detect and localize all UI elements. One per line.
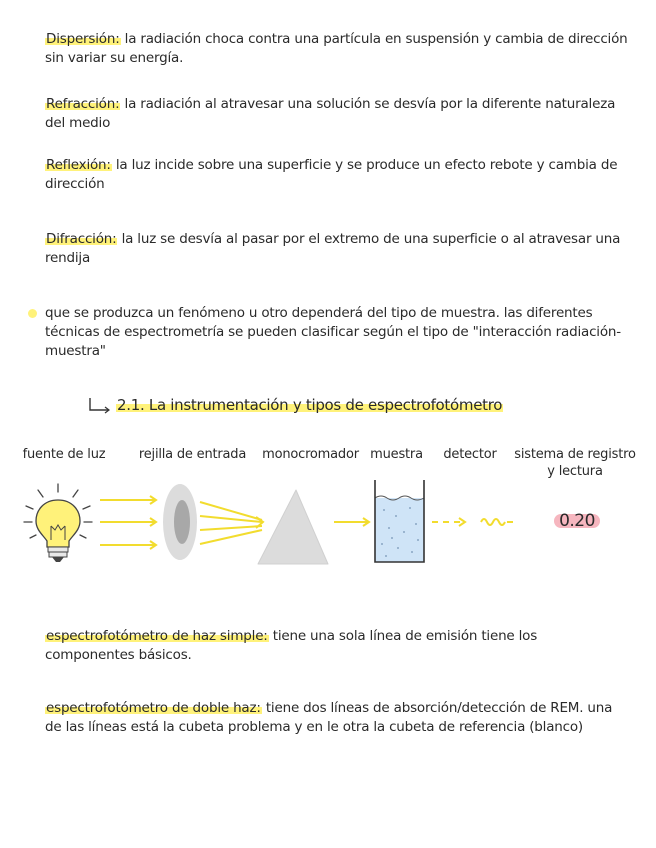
readout-value bbox=[551, 508, 603, 534]
light-bulb-icon bbox=[24, 484, 92, 562]
definition-text: la luz incide sobre una superficie y se produce un efecto rebote y cambia de dirección bbox=[45, 157, 618, 192]
label-monochromator: monocromador bbox=[262, 447, 359, 462]
cuvette-icon bbox=[375, 480, 424, 562]
converging-rays-icon bbox=[200, 502, 263, 544]
bullet-dot bbox=[28, 309, 37, 318]
type-text: tiene una sola línea de emisión tiene los componentes básicos. bbox=[45, 628, 538, 663]
ray-to-detector-icon bbox=[432, 518, 465, 526]
ray-to-sample-icon bbox=[334, 518, 369, 526]
term-double-beam: espectrofotómetro de doble haz: bbox=[46, 700, 261, 716]
definition-text: la radiación choca contra una partícula en suspensión y cambia de dirección sin variar su energía. bbox=[45, 31, 628, 66]
label-sample: muestra bbox=[370, 447, 423, 462]
definition-text: la radiación al atravesar una solución se desvía por la diferente naturaleza del medio bbox=[45, 96, 616, 131]
term-dispersion: Dispersión: bbox=[46, 31, 120, 47]
definition-diffraction bbox=[45, 230, 630, 268]
label-recording-system-line2: y lectura bbox=[547, 464, 603, 479]
term-refraction: Refracción: bbox=[46, 96, 120, 112]
section-heading-text: 2.1. La instrumentación y tipos de espectrofotómetro bbox=[117, 396, 503, 414]
detector-signal-icon bbox=[481, 519, 505, 525]
bullet-paragraph: que se produzca un fenómeno u otro dependerá del tipo de muestra. las diferentes técnicas de espectrometría se pueden clasificar según el tipo de "interacción radiación-muestra" bbox=[45, 305, 621, 359]
section-heading bbox=[86, 396, 503, 414]
term-reflection: Reflexión: bbox=[46, 157, 111, 173]
label-recording-system-line1: sistema de registro bbox=[514, 447, 636, 462]
light-rays-icon bbox=[100, 496, 156, 549]
definition-text: la luz se desvía al pasar por el extremo de una superficie o al atravesar una rendija bbox=[45, 231, 621, 266]
corner-arrow-icon bbox=[86, 396, 114, 418]
monochromator-prism-icon bbox=[258, 490, 328, 564]
definition-refraction bbox=[45, 95, 630, 133]
type-single-beam bbox=[45, 627, 630, 665]
definition-dispersion bbox=[45, 30, 630, 68]
label-light-source: fuente de luz bbox=[22, 447, 106, 462]
type-double-beam bbox=[45, 699, 630, 737]
term-diffraction: Difracción: bbox=[46, 231, 117, 247]
type-text: tiene dos líneas de absorción/detección de REM. una de las líneas está la cubeta problema y en le otra la cubeta de referencia (blanco) bbox=[45, 700, 613, 735]
label-detector: detector bbox=[443, 447, 497, 462]
term-single-beam: espectrofotómetro de haz simple: bbox=[46, 628, 268, 644]
label-entrance-slit: rejilla de entrada bbox=[138, 447, 247, 462]
readout-text: 0.20 bbox=[559, 511, 595, 531]
entrance-slit-icon bbox=[163, 484, 197, 560]
definition-reflection bbox=[45, 156, 630, 194]
